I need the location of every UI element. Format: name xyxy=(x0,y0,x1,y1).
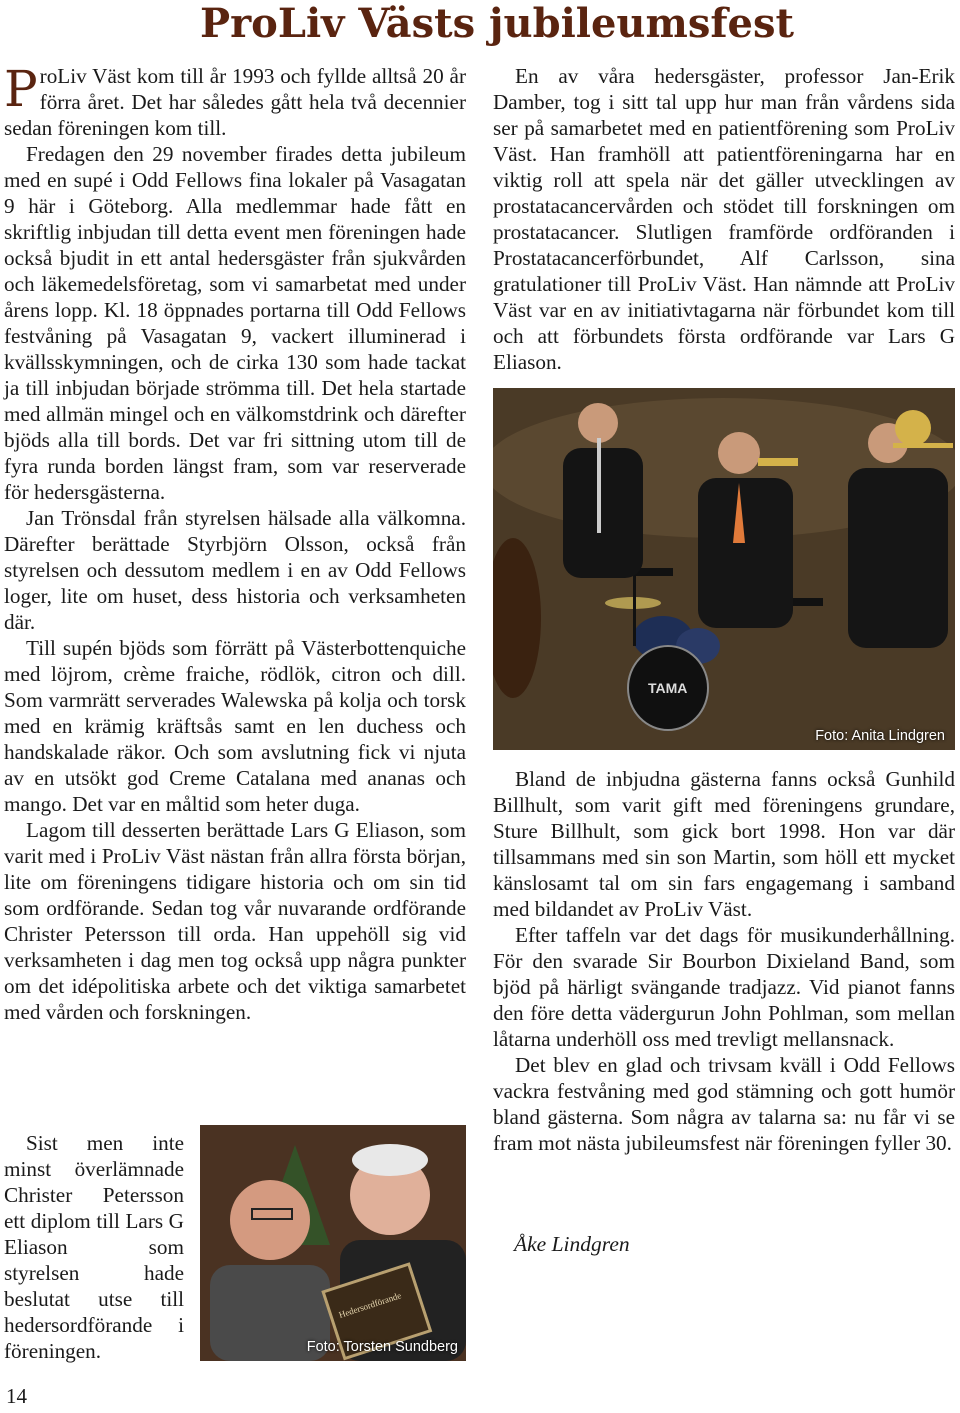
right-column-top xyxy=(493,63,955,375)
body-paragraph: Sist men inte minst överlämnade Christer Petersson ett diplom till Lars G Eliason som styrelsen hade beslutat utse till hedersordförande i föreningen. xyxy=(4,1131,184,1363)
body-paragraph: En av våra hedersgäster, professor Jan-Erik Damber, tog i sitt tal upp hur man från vårdens sida ser på samarbetet med en patientförening som ProLiv Väst. Han framhöll att patientföreningarna har en viktig roll att spela när det gäller utvecklingen av prostatacancervården och stödet till forskningen om prostatacancer. Slutligen framförde ordföranden i Prostatacancerförbundet, Alf Carlsson, sina gratulationer till ProLiv Väst. Han nämnde att ProLiv Väst var en av initiativtagarna när förbundet kom till och att förbundets första ordförande var Lars G Eliason. xyxy=(493,64,955,374)
page-number: 14 xyxy=(6,1384,27,1408)
drum-brand-text: TAMA xyxy=(648,680,688,696)
right-column-bottom xyxy=(493,766,955,1156)
body-paragraph: Till supén bjöds som förrätt på Västerbottenquiche med löjrom, crème fraiche, rödlök, citron och dill. Som varmrätt serverades Walewska på kolja och torsk med en krämig kräftsås samt en len duchess och handskalade räkor. Och som avslutning fick vi njuta av en utsökt god Creme Catalana med ananas och mango. Det var en måltid som heter duga. xyxy=(4,636,466,816)
diploma-illustration xyxy=(200,1125,466,1361)
body-paragraph: Efter taffeln var det dags för musikunderhållning. För den svarade Sir Bourbon Dixieland Band, som bjöd på härligt svängande tradjazz. Vid pianot fanns den före detta vädergurun John Pohlman, som mellan låtarna underhöll oss med trevligt mellansnack. xyxy=(493,923,955,1051)
author-signature: Åke Lindgren xyxy=(514,1232,630,1256)
body-paragraph: Lagom till desserten berättade Lars G Eliason, som varit med i ProLiv Väst nästan från allra första början, lite om föreningens tidigare historia och om sin tid som ordförande. Sedan tog vår nuvarande ordförande Christer Petersson till orda. Han uppehöll sig vid verksamheten i dag men tog också upp några punkter om det idépolitiska arbete och det viktiga samarbetet med vården och forskningen. xyxy=(4,818,466,1024)
band-photo xyxy=(493,388,955,750)
left-column xyxy=(4,60,466,1025)
diploma-photo-credit: Foto: Torsten Sundberg xyxy=(306,1339,458,1355)
intro-paragraph: ProLiv Väst kom till år 1993 och fyllde alltså 20 år förra året. Det har således gått hela två decennier sedan föreningen kom till. xyxy=(4,60,466,140)
narrow-column xyxy=(4,1130,184,1364)
diploma-text: Hedersordförande xyxy=(337,1290,403,1320)
band-photo-credit: Foto: Anita Lindgren xyxy=(815,728,945,744)
band-illustration xyxy=(493,388,955,750)
body-paragraph: Bland de inbjudna gästerna fanns också Gunhild Billhult, som varit gift med föreningens grundare, Sture Billhult, som gick bort 1998. Hon var där tillsammans med sin son Martin, som höll ett mycket känslosamt tal om sin fars engagemang i samband med bildandet av ProLiv Väst. xyxy=(493,767,955,921)
drop-cap: P xyxy=(4,60,38,118)
body-paragraph: Jan Trönsdal från styrelsen hälsade alla välkomna. Därefter berättade Styrbjörn Olsson, också från styrelsen och dessutom medlem i en av Odd Fellows loger, lite om huset, dess historia och verksamheten där. xyxy=(4,506,466,634)
diploma-photo xyxy=(200,1125,466,1361)
body-paragraph: Fredagen den 29 november firades detta jubileum med en supé i Odd Fellows fina lokaler på Vasagatan 9 här i Göteborg. Alla medlemmar hade fått en skriftlig inbjudan till detta event men föreningen hade också bjudit in ett antal hedersgäster från sjukvården och läkemedelsföretag, som vi samarbetat med under årens lopp. Kl. 18 öppnades portarna till Odd Fellows festvåning på Vasagatan 9, vackert illuminerad i kvällsskymningen, och de cirka 130 som hade tackat ja till inbjudan började strömma till. Det hela startade med allmän mingel och en välkomstdrink och därefter bjöds alla till bords. Det var fri sittning utom till de fyra runda borden längst fram, som var reserverade för hedersgästerna. xyxy=(4,142,466,504)
body-paragraph: Det blev en glad och trivsam kväll i Odd Fellows vackra festvåning med god stämning och gott humör bland gästerna. Som några av talarna sa: nu får vi se fram mot nästa jubileumsfest när föreningen fyller 30. xyxy=(493,1053,955,1155)
article-title: ProLiv Västs jubileumsfest xyxy=(200,0,794,47)
